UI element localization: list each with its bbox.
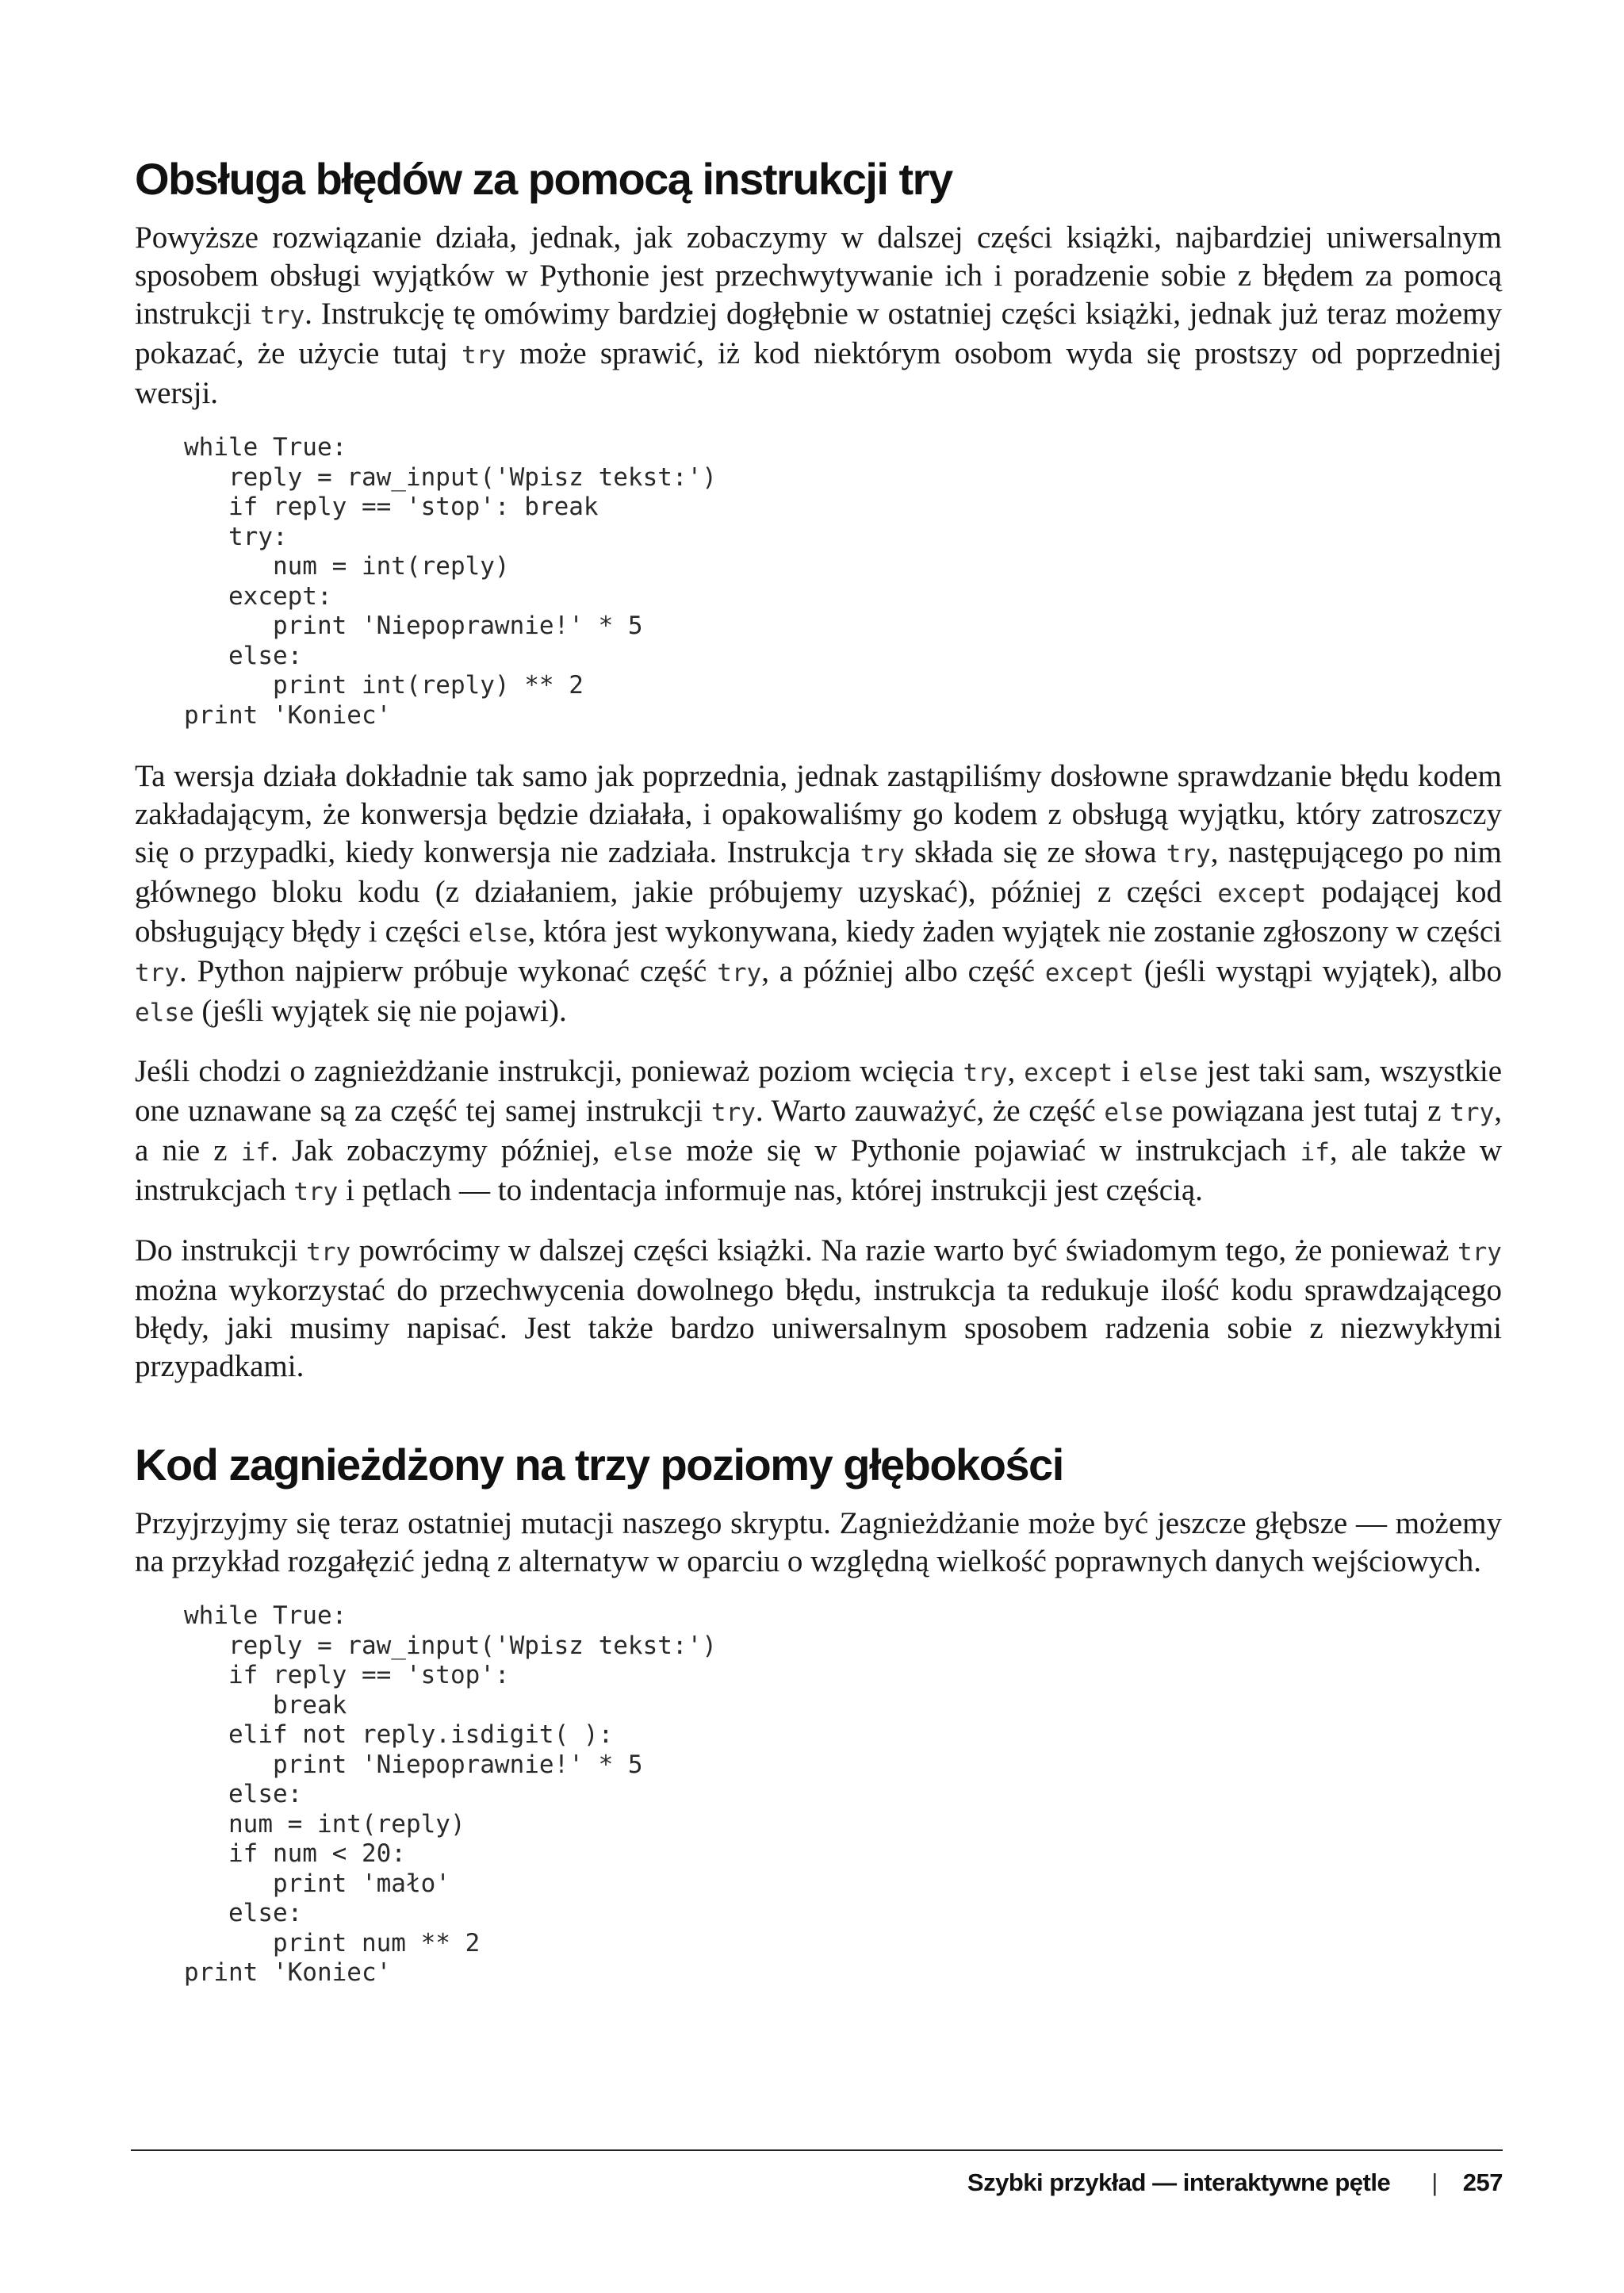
text-run: , ale także w instrukcjach (135, 1133, 1502, 1207)
inline-code: else (613, 1138, 673, 1167)
inline-code: try (260, 301, 305, 330)
text-run: jest taki sam, wszystkie one uznawane są za część tej samej instrukcji (135, 1054, 1503, 1128)
paragraph (135, 219, 1502, 412)
inline-code: else (135, 999, 194, 1027)
inline-code: try (963, 1059, 1008, 1087)
text-run: i (1113, 1054, 1139, 1088)
text-run: może się w Pythonie pojawiać w instrukcjach (672, 1133, 1300, 1168)
inline-code: try (1450, 1099, 1495, 1127)
text-run: Jeśli chodzi o zagnieżdżanie instrukcji, ponieważ poziom wcięcia (135, 1054, 963, 1088)
page-number: 257 (1462, 2168, 1503, 2196)
inline-code: except (1044, 959, 1134, 987)
inline-code: try (461, 341, 506, 370)
text-run: składa się ze słowa (904, 835, 1166, 869)
text-run: , a nie z (135, 1094, 1502, 1168)
section-heading-try: Obsługa błędów za pomocą instrukcji try (135, 154, 952, 204)
page-body (135, 151, 1502, 2015)
text-run: można wykorzystać do przechwycenia dowolnego błędu, instrukcja ta redukuje ilość kodu sprawdzającego błędy, jaki musimy napisać. Jest także bardzo uniwersalnym sposobem radzenia sobie z niezwykłymi przypadkami. (135, 1273, 1502, 1383)
inline-code: else (468, 919, 528, 948)
text-run: . Instrukcję tę omówimy bardziej dogłębnie w ostatniej części książki, jednak już teraz możemy pokazać, że użycie tutaj (135, 297, 1502, 370)
inline-code: try (135, 959, 179, 987)
inline-code: if (1300, 1138, 1330, 1167)
text-run: , a później albo część (761, 954, 1045, 988)
text-run: podającej kod obsługujący błędy i części (135, 875, 1503, 949)
paragraph (135, 757, 1502, 1032)
inline-code: try (1457, 1238, 1502, 1267)
text-run: . Python najpierw próbuje wykonać część (179, 954, 718, 988)
code-block: while True: reply = raw_input('Wpisz tekst:') if reply == 'stop': break try: num = int(reply) except: print 'Niepoprawnie!' * 5 else: print int(reply) ** 2 print 'Koniec' (184, 433, 717, 730)
text-run: (jeśli wyjątek się nie pojawi). (193, 994, 567, 1028)
text-run: Ta wersja działa dokładnie tak samo jak poprzednia, jednak zastąpiliśmy dosłowne sprawdzanie błędu kodem zakładającym, że konwersja będzie działała, i opakowaliśmy go kodem z obsługą wyjątku, który zatroszczy się o przypadki, kiedy konwersja nie zadziała. Instrukcja (135, 759, 1502, 869)
text-run: Powyższe rozwiązanie działa, jednak, jak zobaczymy w dalszej części książki, najbardziej uniwersalnym sposobem obsługi wyjątków w Pythonie jest przechwytywanie ich i poradzenie sobie z błędem za pomocą instrukcji (135, 220, 1502, 331)
inline-code: if (240, 1138, 271, 1167)
text-run: (jeśli wystąpi wyjątek), albo (1133, 954, 1502, 988)
text-run: Do instrukcji (135, 1233, 307, 1267)
inline-code: try (293, 1178, 339, 1206)
text-run: może sprawić, iż kod niektórym osobom wyda się prostszy od poprzedniej wersji. (135, 336, 1502, 410)
paragraph (135, 1232, 1502, 1386)
page-footer (131, 2149, 1503, 2196)
text-run: powiązana jest tutaj z (1163, 1094, 1450, 1128)
code-block: while True: reply = raw_input('Wpisz tekst:') if reply == 'stop': break elif not reply.isdigit( ): print 'Niepoprawnie!' * 5 else: num = int(reply) if num < 20: print 'mało' else: print num ** 2 print 'Koniec' (184, 1601, 717, 1987)
text-run: Przyjrzyjmy się teraz ostatniej mutacji naszego skryptu. Zagnieżdżanie może być jeszcze głębsze — możemy na przykład rozgałęzić jedną z alternatyw w oparciu o względną wielkość poprawnych danych wejściowych. (135, 1506, 1502, 1578)
running-title: Szybki przykład — interaktywne pętle (967, 2168, 1391, 2196)
inline-code: else (1139, 1059, 1198, 1087)
inline-code: else (1104, 1099, 1164, 1127)
paragraph (135, 1053, 1502, 1211)
inline-code: except (1024, 1059, 1113, 1087)
text-run: , która jest wykonywana, kiedy żaden wyjątek nie zostanie zgłoszony w części (527, 915, 1503, 949)
text-run: i pętlach — to indentacja informuje nas, której instrukcji jest częścią. (338, 1173, 1203, 1207)
text-run: , następującego po nim głównego bloku kodu (z działaniem, jakie próbujemy uzyskać), później z części (135, 835, 1502, 909)
paragraph (135, 1505, 1502, 1581)
inline-code: try (860, 840, 905, 869)
text-run: , (1007, 1054, 1025, 1088)
inline-code: try (1166, 840, 1211, 869)
inline-code: try (717, 959, 762, 987)
footer-text (967, 2168, 1503, 2197)
section-heading-nested: Kod zagnieżdżony na trzy poziomy głębokości (135, 1440, 1063, 1490)
footer-separator: | (1431, 2168, 1438, 2196)
text-run: . Jak zobaczymy później, (270, 1133, 614, 1168)
inline-code: try (710, 1099, 756, 1127)
text-run: powrócimy w dalszej części książki. Na razie warto być świadomym tego, że ponieważ (350, 1233, 1457, 1267)
inline-code: except (1217, 880, 1307, 908)
inline-code: try (306, 1238, 351, 1267)
text-run: . Warto zauważyć, że część (755, 1094, 1105, 1128)
